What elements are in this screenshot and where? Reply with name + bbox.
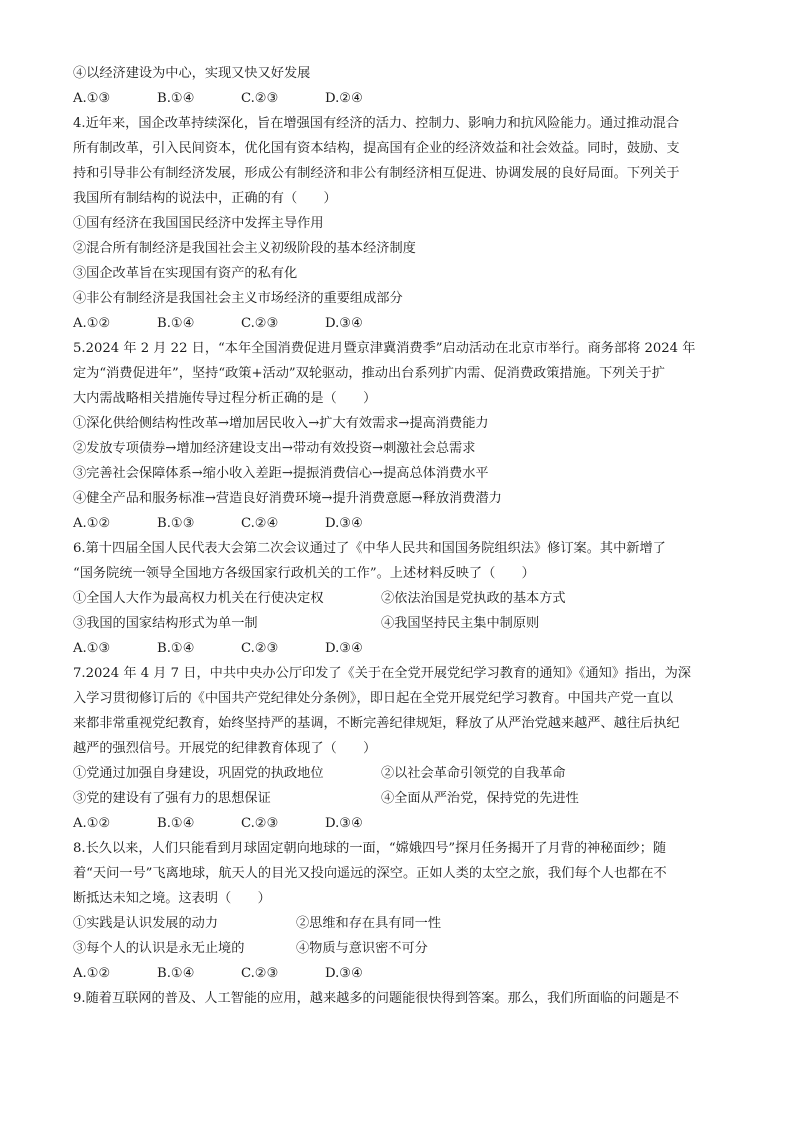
q4-statement: ③国企改革旨在实现国有资产的私有化	[73, 266, 298, 281]
q4-stem-line: 持和引导非公有制经济发展，形成公有制经济和非公有制经济相互促进、协调发展的良好局面。下列关于	[73, 166, 680, 181]
q9-stem-line: 9.随着互联网的普及、人工智能的应用，越来越多的问题能很快得到答案。那么，我们所面临的问题是不	[73, 991, 680, 1006]
q8-statement: ②思维和存在具有同一性	[296, 916, 442, 931]
q5-stem-line: 5.2024 年 2 月 22 日，“本年全国消费促进月暨京津冀消费季”启动活动在北京市举行。商务部将 2024 年	[73, 341, 696, 356]
q8-statement: ④物质与意识密不可分	[296, 941, 428, 956]
q8-statement: ①实践是认识发展的动力	[73, 916, 219, 931]
q4-option-b: B.①④	[157, 316, 195, 331]
q4-option-d: D.③④	[325, 316, 363, 331]
q5-statement: ①深化供给侧结构性改革→增加居民收入→扩大有效需求→提高消费能力	[73, 416, 489, 431]
q3-option-c: C.②③	[241, 91, 279, 106]
q6-stem-line: “国务院统一领导全国地方各级国家行政机关的工作”。上述材料反映了（ ）	[73, 566, 535, 581]
q8-stem-line: 8.长久以来，人们只能看到月球固定朝向地球的一面，“嫦娥四号”探月任务揭开了月背的神秘面纱；随	[73, 841, 667, 856]
q5-option-b: B.①③	[157, 516, 195, 531]
q7-statement: ②以社会革命引领党的自我革命	[381, 766, 566, 781]
q6-statement: ④我国坚持民主集中制原则	[381, 616, 540, 631]
q7-stem-line: 入学习贯彻修订后的《中国共产党纪律处分条例》，即日起在全党开展党纪学习教育。中国共产党一直以	[73, 691, 674, 706]
q4-option-c: C.②③	[241, 316, 279, 331]
q6-option-a: A.①③	[73, 641, 111, 656]
q8-option-a: A.①②	[73, 966, 111, 981]
q7-stem-line: 来都非常重视党纪教育，始终坚持严的基调，不断完善纪律规矩，释放了从严治党越来越严、越往后执纪	[73, 716, 680, 731]
exam-page	[73, 61, 723, 1011]
q8-statement-row	[73, 936, 723, 961]
q5-statement: ④健全产品和服务标准→营造良好消费环境→提升消费意愿→释放消费潜力	[73, 491, 502, 506]
q7-option-d: D.③④	[325, 816, 363, 831]
q8-option-b: B.①④	[157, 966, 195, 981]
q8-option-c: C.②③	[241, 966, 279, 981]
q6-statement-row	[73, 611, 723, 636]
q6-option-b: B.①④	[157, 641, 195, 656]
q5-option-a: A.①②	[73, 516, 111, 531]
q6-statement: ③我国的国家结构形式为单一制	[73, 616, 258, 631]
q3-option-a: A.①③	[73, 91, 111, 106]
q4-statement: ①国有经济在我国国民经济中发挥主导作用	[73, 216, 324, 231]
q5-option-c: C.②④	[241, 516, 279, 531]
q7-statement: ③党的建设有了强有力的思想保证	[73, 791, 271, 806]
q7-statement: ④全面从严治党，保持党的先进性	[381, 791, 579, 806]
q4-stem-line: 我国所有制结构的说法中，正确的有（ ）	[73, 191, 337, 206]
q4-stem-line: 4.近年来，国企改革持续深化，旨在增强国有经济的活力、控制力、影响力和抗风险能力。通过推动混合	[73, 116, 680, 131]
q5-stem-line: 定为“消费促进年”，坚持“政策+活动”双轮驱动，推动出台系列扩内需、促消费政策措施。下列关于扩	[73, 366, 665, 381]
q6-statement-row	[73, 586, 723, 611]
q5-stem-line: 大内需战略相关措施传导过程分析正确的是（ ）	[73, 391, 377, 406]
q5-statement: ②发放专项债券→增加经济建设支出→带动有效投资→刺激社会总需求	[73, 441, 476, 456]
q8-option-d: D.③④	[325, 966, 363, 981]
q4-statement: ②混合所有制经济是我国社会主义初级阶段的基本经济制度	[73, 241, 416, 256]
q3-option-d: D.②④	[325, 91, 363, 106]
q7-statement-row	[73, 761, 723, 786]
q7-option-c: C.②③	[241, 816, 279, 831]
q3-option-b: B.①④	[157, 91, 195, 106]
q5-statement: ③完善社会保障体系→缩小收入差距→提振消费信心→提高总体消费水平	[73, 466, 489, 481]
q7-options	[73, 811, 723, 836]
q4-option-a: A.①②	[73, 316, 111, 331]
q7-statement-row	[73, 786, 723, 811]
q6-option-c: C.②③	[241, 641, 279, 656]
q6-statement: ②依法治国是党执政的基本方式	[381, 591, 566, 606]
q7-option-b: B.①④	[157, 816, 195, 831]
q4-statement: ④非公有制经济是我国社会主义市场经济的重要组成部分	[73, 291, 403, 306]
q3-statement-4: ④以经济建设为中心，实现又快又好发展	[73, 66, 311, 81]
q7-stem-line: 越严的强烈信号。开展党的纪律教育体现了（ ）	[73, 741, 377, 756]
q4-options	[73, 311, 723, 336]
q4-stem-line: 所有制改革，引入民间资本，优化国有资本结构，提高国有企业的经济效益和社会效益。同时，鼓励、支	[73, 141, 680, 156]
q8-statement: ③每个人的认识是永无止境的	[73, 941, 245, 956]
q8-stem-line: 着“天问一号”飞离地球，航天人的目光又投向遥远的深空。正如人类的太空之旅，我们每个人也都在不	[73, 866, 667, 881]
q8-stem-line: 断抵达未知之境。这表明（ ）	[73, 891, 271, 906]
q7-stem-line: 7.2024 年 4 月 7 日，中共中央办公厅印发了《关于在全党开展党纪学习教育的通知》《通知》指出，为深	[73, 666, 691, 681]
q7-option-a: A.①②	[73, 816, 111, 831]
q5-option-d: D.③④	[325, 516, 363, 531]
q6-options	[73, 636, 723, 661]
q6-option-d: D.③④	[325, 641, 363, 656]
q7-statement: ①党通过加强自身建设，巩固党的执政地位	[73, 766, 324, 781]
q3-options	[73, 86, 723, 111]
q8-options	[73, 961, 723, 986]
q6-stem-line: 6.第十四届全国人民代表大会第二次会议通过了《中华人民共和国国务院组织法》修订案。其中新增了	[73, 541, 666, 556]
q8-statement-row	[73, 911, 723, 936]
q5-options	[73, 511, 723, 536]
q6-statement: ①全国人大作为最高权力机关在行使决定权	[73, 591, 324, 606]
